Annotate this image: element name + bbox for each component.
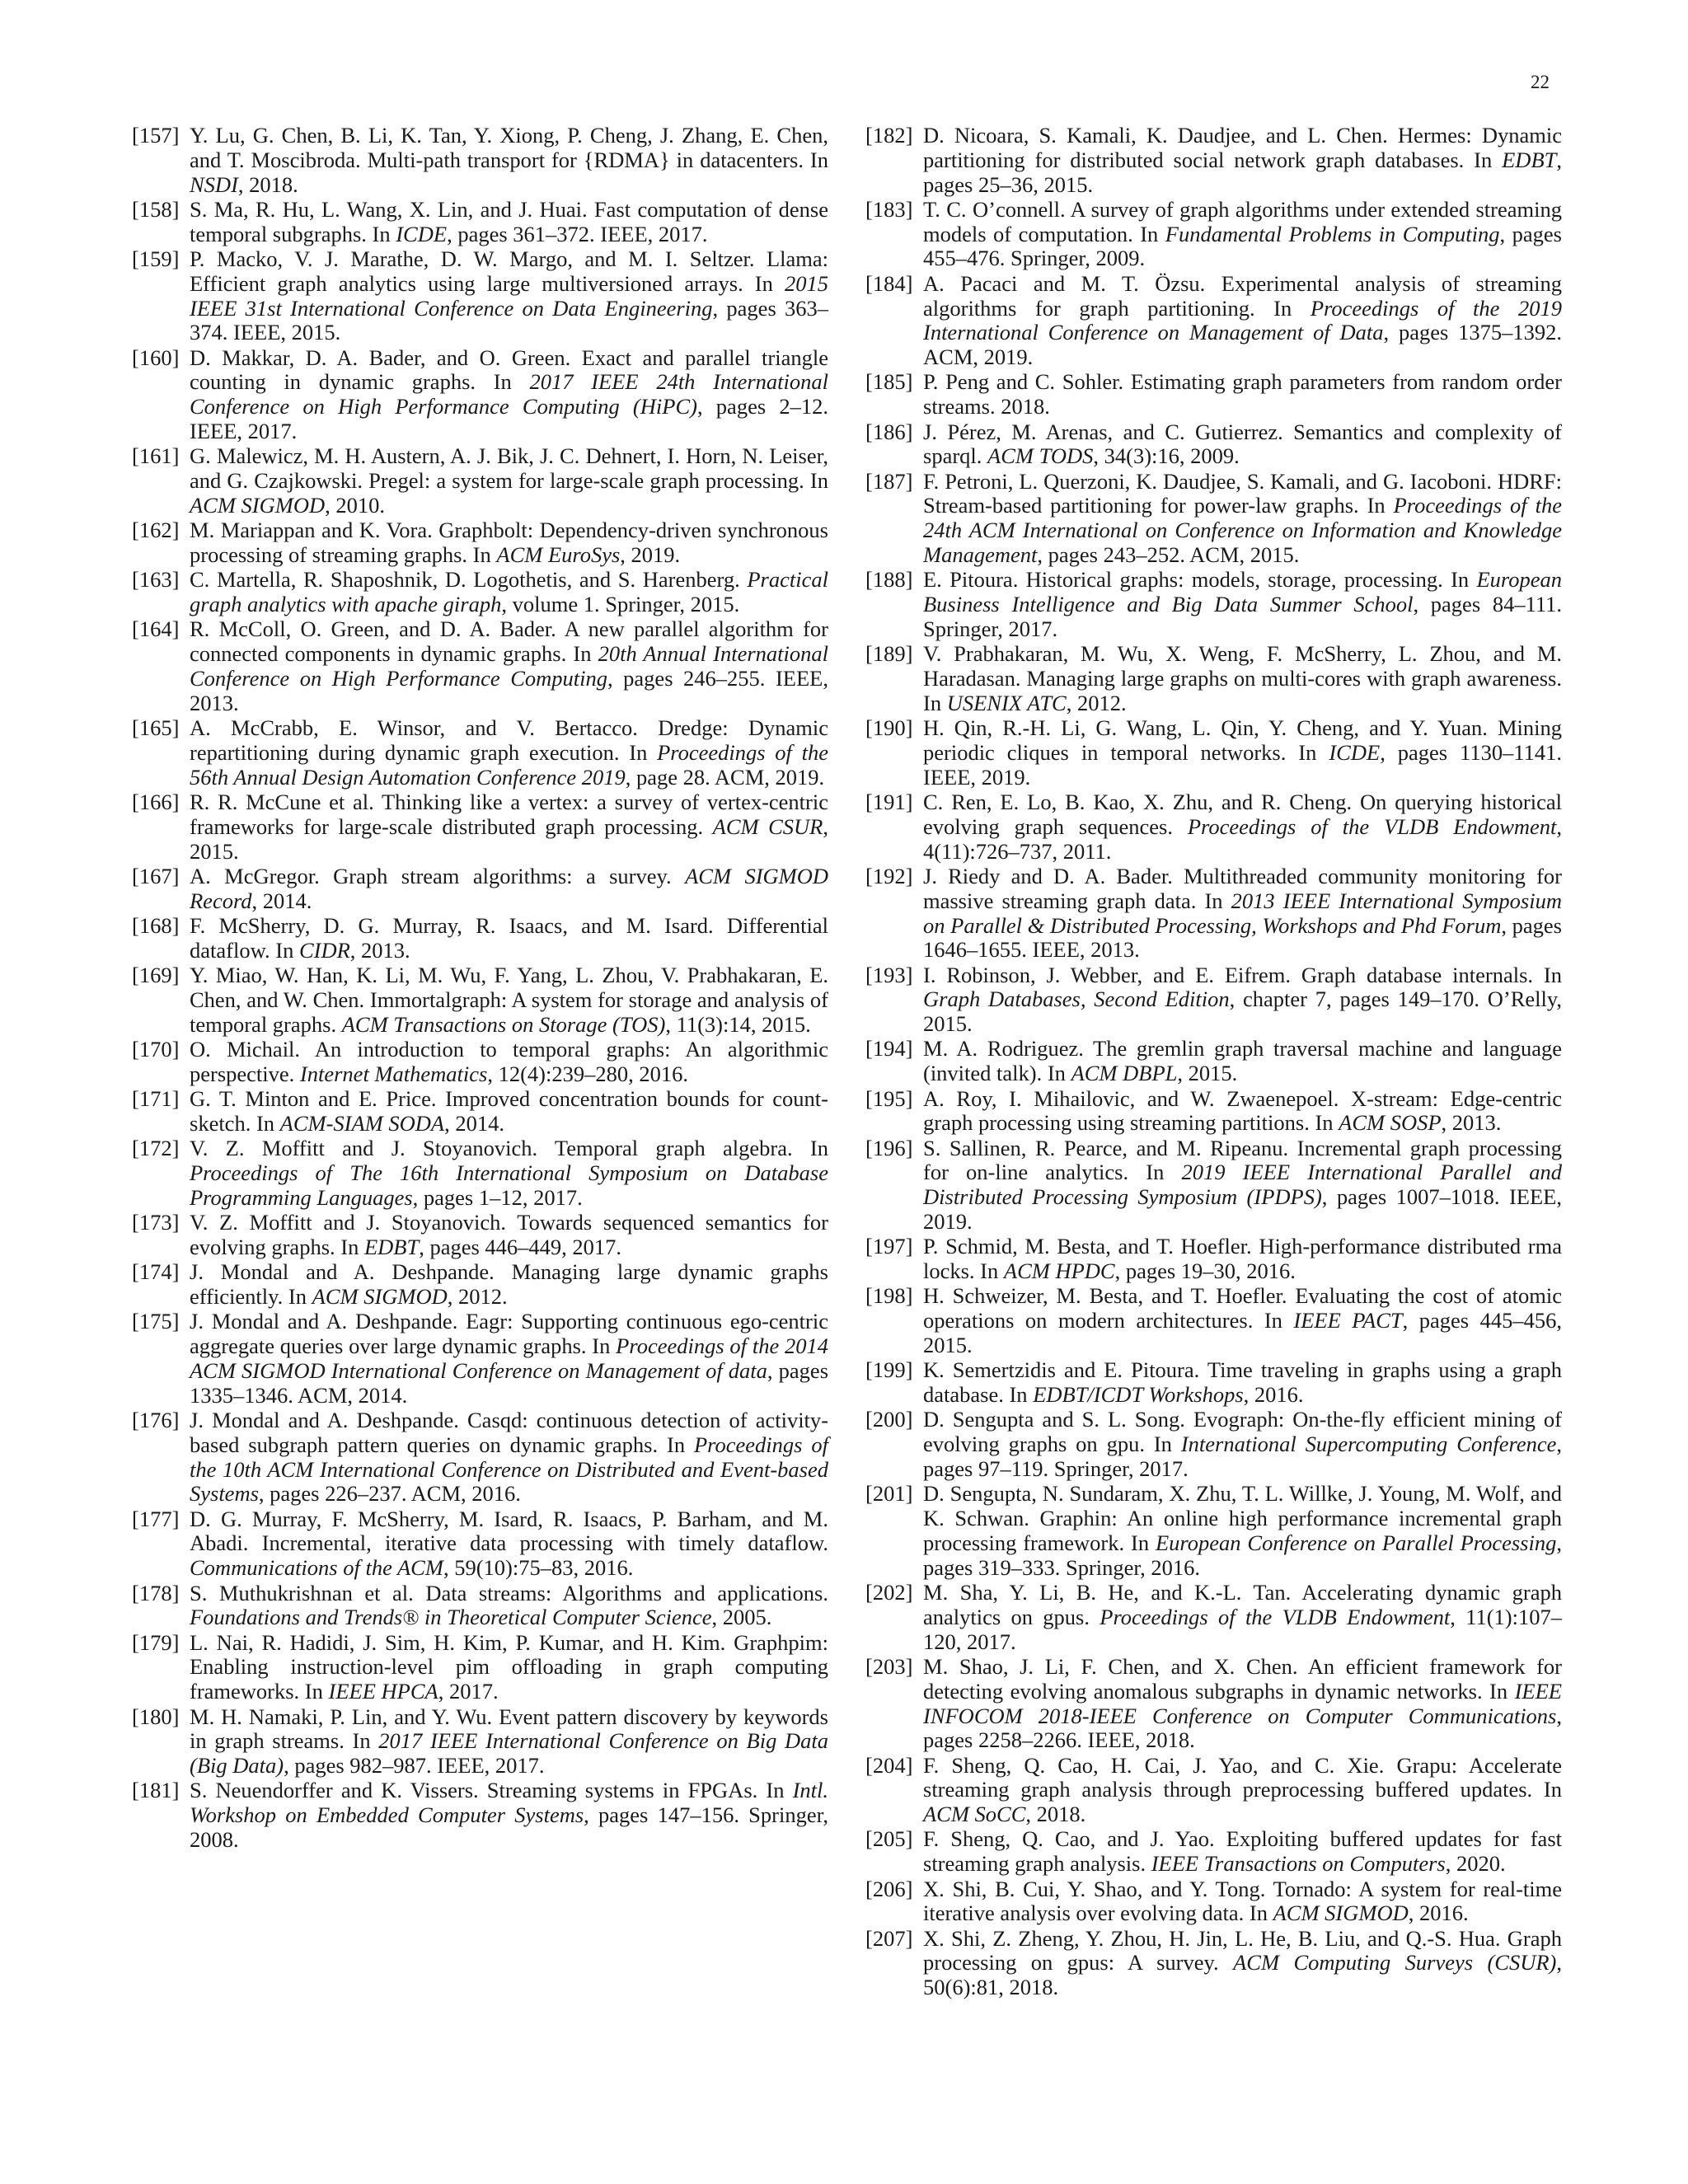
reference-number: [186] bbox=[865, 419, 913, 444]
reference-number: [202] bbox=[865, 1580, 913, 1605]
reference-text: V. Z. Moffitt and J. Stoyanovich. Temporal graph algebra. In Proceedings of The 16th International Symposium on Database Programming Languages, pages 1–12, 2017. bbox=[190, 1136, 828, 1210]
reference-text: G. T. Minton and E. Price. Improved concentration bounds for count-sketch. In ACM-SIAM SODA, 2014. bbox=[190, 1086, 828, 1136]
reference-number: [200] bbox=[865, 1407, 913, 1432]
reference-number: [169] bbox=[132, 963, 180, 988]
reference-number: [168] bbox=[132, 913, 180, 938]
reference-text: P. Schmid, M. Besta, and T. Hoefler. High-performance distributed rma locks. In ACM HPDC, pages 19–30, 2016. bbox=[923, 1234, 1562, 1284]
reference-entry bbox=[865, 420, 1562, 470]
reference-text: R. McColl, O. Green, and D. A. Bader. A new parallel algorithm for connected components in dynamic graphs. In 20th Annual International Conference on High Performance Computing, pages 246–255. IEEE, 2013. bbox=[190, 616, 828, 715]
reference-entry bbox=[865, 370, 1562, 419]
reference-entry bbox=[865, 963, 1562, 1037]
reference-entry bbox=[132, 865, 828, 914]
reference-text: K. Semertzidis and E. Pitoura. Time traveling in graphs using a graph database. In EDBT/ICDT Workshops, 2016. bbox=[923, 1357, 1562, 1408]
reference-entry bbox=[865, 1087, 1562, 1137]
reference-number: [159] bbox=[132, 246, 180, 271]
reference-entry bbox=[865, 1137, 1562, 1235]
reference-text: A. Pacaci and M. T. Özsu. Experimental analysis of streaming algorithms for graph partitioning. In Proceedings of the 2019 International Conference on Management of Data, pages 1375–1392. ACM, 2019. bbox=[923, 270, 1562, 370]
reference-entry bbox=[132, 247, 828, 345]
reference-number: [184] bbox=[865, 270, 913, 296]
reference-number: [185] bbox=[865, 369, 913, 395]
reference-text: F. Sheng, Q. Cao, and J. Yao. Exploiting buffered updates for fast streaming graph analysis. IEEE Transactions on Computers, 2020. bbox=[923, 1826, 1562, 1877]
reference-text: F. McSherry, D. G. Murray, R. Isaacs, and M. Isard. Differential dataflow. In CIDR, 2013. bbox=[190, 913, 828, 963]
reference-entry bbox=[132, 1137, 828, 1210]
reference-entry bbox=[865, 1408, 1562, 1481]
reference-text: I. Robinson, J. Webber, and E. Eifrem. Graph database internals. In Graph Databases, Second Edition, chapter 7, pages 149–170. O’Relly, 2015. bbox=[923, 962, 1563, 1037]
reference-text: R. R. McCune et al. Thinking like a vertex: a survey of vertex-centric frameworks for large-scale distributed graph processing. ACM CSUR, 2015. bbox=[190, 790, 828, 864]
reference-entry bbox=[132, 518, 828, 568]
reference-entry bbox=[865, 568, 1562, 641]
reference-number: [195] bbox=[865, 1085, 913, 1111]
reference-text: E. Pitoura. Historical graphs: models, storage, processing. In European Business Intelligence and Big Data Summer School, pages 84–111. Springer, 2017. bbox=[923, 567, 1562, 641]
reference-number: [173] bbox=[132, 1210, 180, 1235]
reference-entry bbox=[132, 963, 828, 1037]
reference-number: [180] bbox=[132, 1704, 180, 1729]
reference-text: J. Mondal and A. Deshpande. Eagr: Supporting continuous ego-centric aggregate queries over large dynamic graphs. In Proceedings of the 2014 ACM SIGMOD International Conference on Management of data, pages 1335–1346. ACM, 2014. bbox=[190, 1309, 829, 1408]
reference-entry bbox=[132, 1087, 828, 1137]
reference-text: M. Mariappan and K. Vora. Graphbolt: Dependency-driven synchronous processing of streaming graphs. In ACM EuroSys, 2019. bbox=[190, 518, 828, 568]
reference-text: C. Ren, E. Lo, B. Kao, X. Zhu, and R. Cheng. On querying historical evolving graph sequences. Proceedings of the VLDB Endowment, 4(11):726–737, 2011. bbox=[923, 790, 1563, 864]
reference-entry bbox=[865, 1581, 1562, 1654]
reference-text: F. Petroni, L. Querzoni, K. Daudjee, S. Kamali, and G. Iacoboni. HDRF: Stream-based partitioning for power-law graphs. In Proceedings of the 24th ACM International on Conference on Information and Knowledge Management, pages 243–252. ACM, 2015. bbox=[923, 468, 1562, 568]
reference-entry bbox=[132, 1705, 828, 1779]
reference-number: [170] bbox=[132, 1036, 180, 1062]
reference-text: D. Sengupta and S. L. Song. Evograph: On-the-fly efficient mining of evolving graphs on gpu. In International Supercomputing Conference, pages 97–119. Springer, 2017. bbox=[923, 1407, 1562, 1482]
reference-number: [174] bbox=[132, 1259, 180, 1285]
reference-text: S. Sallinen, R. Pearce, and M. Ripeanu. Incremental graph processing for on-line analytics. In 2019 IEEE International Parallel and Distributed Processing Symposium (IPDPS), pages 1007–1018. IEEE, 2019. bbox=[923, 1135, 1562, 1235]
reference-number: [204] bbox=[865, 1752, 913, 1778]
reference-text: H. Schweizer, M. Besta, and T. Hoefler. Evaluating the cost of atomic operations on modern architectures. In IEEE PACT, pages 445–456, 2015. bbox=[923, 1283, 1562, 1358]
reference-entry bbox=[865, 1827, 1562, 1877]
reference-text: J. Mondal and A. Deshpande. Managing large dynamic graphs efficiently. In ACM SIGMOD, 2012. bbox=[190, 1259, 828, 1309]
reference-entry bbox=[132, 1038, 828, 1087]
reference-number: [175] bbox=[132, 1309, 180, 1334]
reference-number: [157] bbox=[132, 123, 180, 148]
reference-number: [158] bbox=[132, 196, 180, 222]
reference-entry bbox=[865, 124, 1562, 197]
reference-entry bbox=[132, 1507, 828, 1581]
reference-text: M. Shao, J. Li, F. Chen, and X. Chen. An efficient framework for detecting evolving anomalous subgraphs in dynamic networks. In IEEE INFOCOM 2018-IEEE Conference on Computer Communications, pages 2258–2266. IEEE, 2018. bbox=[923, 1653, 1562, 1753]
reference-text: P. Peng and C. Sohler. Estimating graph parameters from random order streams. 2018. bbox=[923, 369, 1562, 419]
reference-number: [199] bbox=[865, 1357, 913, 1383]
reference-entry bbox=[865, 1877, 1562, 1927]
reference-number: [203] bbox=[865, 1653, 913, 1679]
reference-entry bbox=[132, 1408, 828, 1507]
reference-text: J. Pérez, M. Arenas, and C. Gutierrez. Semantics and complexity of sparql. ACM TODS, 34(3):16, 2009. bbox=[923, 419, 1562, 469]
reference-number: [206] bbox=[865, 1876, 913, 1901]
reference-text: L. Nai, R. Hadidi, J. Sim, H. Kim, P. Kumar, and H. Kim. Graphpim: Enabling instruction-level pim offloading in graph computing frameworks. In IEEE HPCA, 2017. bbox=[190, 1629, 828, 1704]
reference-number: [172] bbox=[132, 1136, 180, 1161]
reference-number: [190] bbox=[865, 715, 913, 741]
reference-text: X. Shi, Z. Zheng, Y. Zhou, H. Jin, L. He, B. Liu, and Q.-S. Hua. Graph processing on gpus: A survey. ACM Computing Surveys (CSUR), 50(6):81, 2018. bbox=[923, 1925, 1562, 2000]
reference-text: Y. Miao, W. Han, K. Li, M. Wu, F. Yang, L. Zhou, V. Prabhakaran, E. Chen, and W. Chen. Immortalgraph: A system for storage and analysis of temporal graphs. ACM Transactions on Storage (TOS), 11(3):14, 2015. bbox=[190, 963, 828, 1037]
reference-entry bbox=[865, 865, 1562, 963]
reference-entry bbox=[865, 1037, 1562, 1086]
reference-text: M. A. Rodriguez. The gremlin graph traversal machine and language (invited talk). In ACM DBPL, 2015. bbox=[923, 1036, 1562, 1086]
reference-entry bbox=[132, 1779, 828, 1852]
reference-text: A. McGregor. Graph stream algorithms: a survey. ACM SIGMOD Record, 2014. bbox=[190, 863, 829, 913]
reference-text: Y. Lu, G. Chen, B. Li, K. Tan, Y. Xiong, P. Cheng, J. Zhang, E. Chen, and T. Moscibroda. Multi-path transport for {RDMA} in datacenters. In NSDI, 2018. bbox=[190, 123, 828, 197]
reference-entry bbox=[132, 198, 828, 247]
reference-text: J. Riedy and D. A. Bader. Multithreaded community monitoring for massive streaming graph data. In 2013 IEEE International Symposium on Parallel & Distributed Processing, Workshops and Phd Forum, pages 1646–1655. IEEE, 2013. bbox=[923, 863, 1562, 963]
reference-text: M. H. Namaki, P. Lin, and Y. Wu. Event pattern discovery by keywords in graph streams. In 2017 IEEE International Conference on Big Data (Big Data), pages 982–987. IEEE, 2017. bbox=[190, 1704, 828, 1779]
reference-number: [182] bbox=[865, 123, 913, 148]
reference-number: [171] bbox=[132, 1086, 180, 1112]
reference-number: [177] bbox=[132, 1506, 180, 1531]
reference-number: [162] bbox=[132, 518, 180, 543]
reference-text: S. Neuendorffer and K. Vissers. Streaming systems in FPGAs. In Intl. Workshop on Embedded Computer Systems, pages 147–156. Springer, 2008. bbox=[190, 1778, 828, 1852]
reference-entry bbox=[865, 470, 1562, 568]
reference-text: S. Muthukrishnan et al. Data streams: Algorithms and applications. Foundations and Trends® in Theoretical Computer Science, 2005. bbox=[190, 1580, 828, 1630]
reference-number: [193] bbox=[865, 962, 913, 987]
reference-entry bbox=[865, 198, 1562, 271]
reference-entry bbox=[132, 1260, 828, 1310]
reference-number: [163] bbox=[132, 567, 180, 593]
reference-entry bbox=[132, 444, 828, 518]
reference-text: O. Michail. An introduction to temporal graphs: An algorithmic perspective. Internet Mathematics, 12(4):239–280, 2016. bbox=[190, 1036, 828, 1086]
reference-text: T. C. O’connell. A survey of graph algorithms under extended streaming models of computation. In Fundamental Problems in Computing, pages 455–476. Springer, 2009. bbox=[923, 196, 1562, 271]
reference-entry bbox=[132, 1211, 828, 1260]
reference-entry bbox=[132, 716, 828, 790]
reference-entry bbox=[865, 790, 1562, 864]
reference-number: [176] bbox=[132, 1407, 180, 1432]
reference-text: D. Makkar, D. A. Bader, and O. Green. Exact and parallel triangle counting in dynamic graphs. In 2017 IEEE 24th International Conference on High Performance Computing (HiPC), pages 2–12. IEEE, 2017. bbox=[190, 344, 828, 444]
reference-entry bbox=[132, 914, 828, 963]
reference-number: [196] bbox=[865, 1135, 913, 1160]
reference-number: [201] bbox=[865, 1481, 913, 1507]
reference-entry bbox=[132, 1582, 828, 1631]
reference-entry bbox=[865, 1358, 1562, 1408]
reference-entry bbox=[132, 617, 828, 715]
reference-text: A. Roy, I. Mihailovic, and W. Zwaenepoel. X-stream: Edge-centric graph processing using streaming partitions. In ACM SOSP, 2013. bbox=[923, 1085, 1562, 1136]
reference-text: D. Sengupta, N. Sundaram, X. Zhu, T. L. Willke, J. Young, M. Wolf, and K. Schwan. Graphin: An online high performance incremental graph processing framework. In European Conference on Parallel Processing, pages 319–333. Springer, 2016. bbox=[923, 1481, 1562, 1580]
references-right-column bbox=[865, 124, 1562, 2001]
reference-text: H. Qin, R.-H. Li, G. Wang, L. Qin, Y. Cheng, and Y. Yuan. Mining periodic cliques in temporal networks. In ICDE, pages 1130–1141. IEEE, 2019. bbox=[923, 715, 1562, 790]
reference-entry bbox=[132, 568, 828, 617]
reference-number: [165] bbox=[132, 715, 180, 741]
reference-number: [179] bbox=[132, 1629, 180, 1655]
reference-entry bbox=[865, 1284, 1562, 1357]
reference-entry bbox=[132, 1310, 828, 1408]
reference-text: J. Mondal and A. Deshpande. Casqd: continuous detection of activity-based subgraph pattern queries on dynamic graphs. In Proceedings of the 10th ACM International Conference on Distributed and Event-based Systems, pages 226–237. ACM, 2016. bbox=[190, 1407, 829, 1507]
reference-entry bbox=[865, 1754, 1562, 1827]
reference-entry bbox=[132, 790, 828, 864]
reference-entry bbox=[865, 642, 1562, 715]
reference-text: F. Sheng, Q. Cao, H. Cai, J. Yao, and C. Xie. Grapu: Accelerate streaming graph analysis through preprocessing buffered updates. In ACM SoCC, 2018. bbox=[923, 1752, 1562, 1827]
reference-number: [205] bbox=[865, 1826, 913, 1852]
reference-number: [167] bbox=[132, 863, 180, 888]
page-number: 22 bbox=[1531, 72, 1550, 92]
reference-text: G. Malewicz, M. H. Austern, A. J. Bik, J. C. Dehnert, I. Horn, N. Leiser, and G. Czajkowski. Pregel: a system for large-scale graph processing. In ACM SIGMOD, 2010. bbox=[190, 443, 828, 518]
reference-number: [178] bbox=[132, 1580, 180, 1605]
reference-number: [192] bbox=[865, 863, 913, 888]
reference-entry bbox=[865, 1927, 1562, 2000]
reference-number: [197] bbox=[865, 1234, 913, 1259]
reference-text: A. McCrabb, E. Winsor, and V. Bertacco. Dredge: Dynamic repartitioning during dynamic graph execution. In Proceedings of the 56th Annual Design Automation Conference 2019, page 28. ACM, 2019. bbox=[190, 715, 828, 790]
reference-number: [161] bbox=[132, 443, 180, 469]
reference-number: [194] bbox=[865, 1036, 913, 1062]
reference-number: [191] bbox=[865, 790, 913, 815]
reference-text: P. Macko, V. J. Marathe, D. W. Margo, and M. I. Seltzer. Llama: Efficient graph analytics using large multiversioned arrays. In 2015 IEEE 31st International Conference on Data Engineering, pages 363–374. IEEE, 2015. bbox=[190, 246, 828, 345]
reference-text: C. Martella, R. Shaposhnik, D. Logothetis, and S. Harenberg. Practical graph analytics with apache giraph, volume 1. Springer, 2015. bbox=[190, 567, 828, 617]
reference-text: V. Z. Moffitt and J. Stoyanovich. Towards sequenced semantics for evolving graphs. In EDBT, pages 446–449, 2017. bbox=[190, 1210, 828, 1259]
reference-number: [183] bbox=[865, 196, 913, 222]
reference-text: D. G. Murray, F. McSherry, M. Isard, R. Isaacs, P. Barham, and M. Abadi. Incremental, iterative data processing with timely dataflow. Communications of the ACM, 59(10):75–83, 2016. bbox=[190, 1506, 828, 1581]
reference-entry bbox=[865, 716, 1562, 790]
reference-number: [181] bbox=[132, 1778, 180, 1803]
reference-number: [207] bbox=[865, 1925, 913, 1951]
reference-text: D. Nicoara, S. Kamali, K. Daudjee, and L. Chen. Hermes: Dynamic partitioning for distributed social network graph databases. In EDBT, pages 25–36, 2015. bbox=[923, 123, 1562, 197]
reference-entry bbox=[865, 272, 1562, 370]
reference-number: [198] bbox=[865, 1283, 913, 1309]
reference-number: [164] bbox=[132, 616, 180, 642]
references-left-column bbox=[132, 124, 828, 1853]
reference-number: [187] bbox=[865, 468, 913, 494]
reference-text: S. Ma, R. Hu, L. Wang, X. Lin, and J. Huai. Fast computation of dense temporal subgraphs. In ICDE, pages 361–372. IEEE, 2017. bbox=[190, 196, 828, 246]
reference-text: M. Sha, Y. Li, B. He, and K.-L. Tan. Accelerating dynamic graph analytics on gpus. Proceedings of the VLDB Endowment, 11(1):107–120, 2017. bbox=[923, 1580, 1562, 1654]
reference-number: [160] bbox=[132, 344, 180, 370]
reference-entry bbox=[132, 1631, 828, 1704]
reference-text: V. Prabhakaran, M. Wu, X. Weng, F. McSherry, L. Zhou, and M. Haradasan. Managing large graphs on multi-cores with graph awareness. In USENIX ATC, 2012. bbox=[923, 641, 1562, 715]
reference-text: X. Shi, B. Cui, Y. Shao, and Y. Tong. Tornado: A system for real-time iterative analysis over evolving data. In ACM SIGMOD, 2016. bbox=[923, 1876, 1562, 1926]
reference-number: [189] bbox=[865, 641, 913, 667]
reference-number: [188] bbox=[865, 567, 913, 593]
reference-entry bbox=[132, 346, 828, 444]
reference-entry bbox=[865, 1655, 1562, 1753]
reference-entry bbox=[865, 1235, 1562, 1284]
reference-number: [166] bbox=[132, 790, 180, 815]
reference-entry bbox=[132, 124, 828, 197]
reference-entry bbox=[865, 1482, 1562, 1580]
